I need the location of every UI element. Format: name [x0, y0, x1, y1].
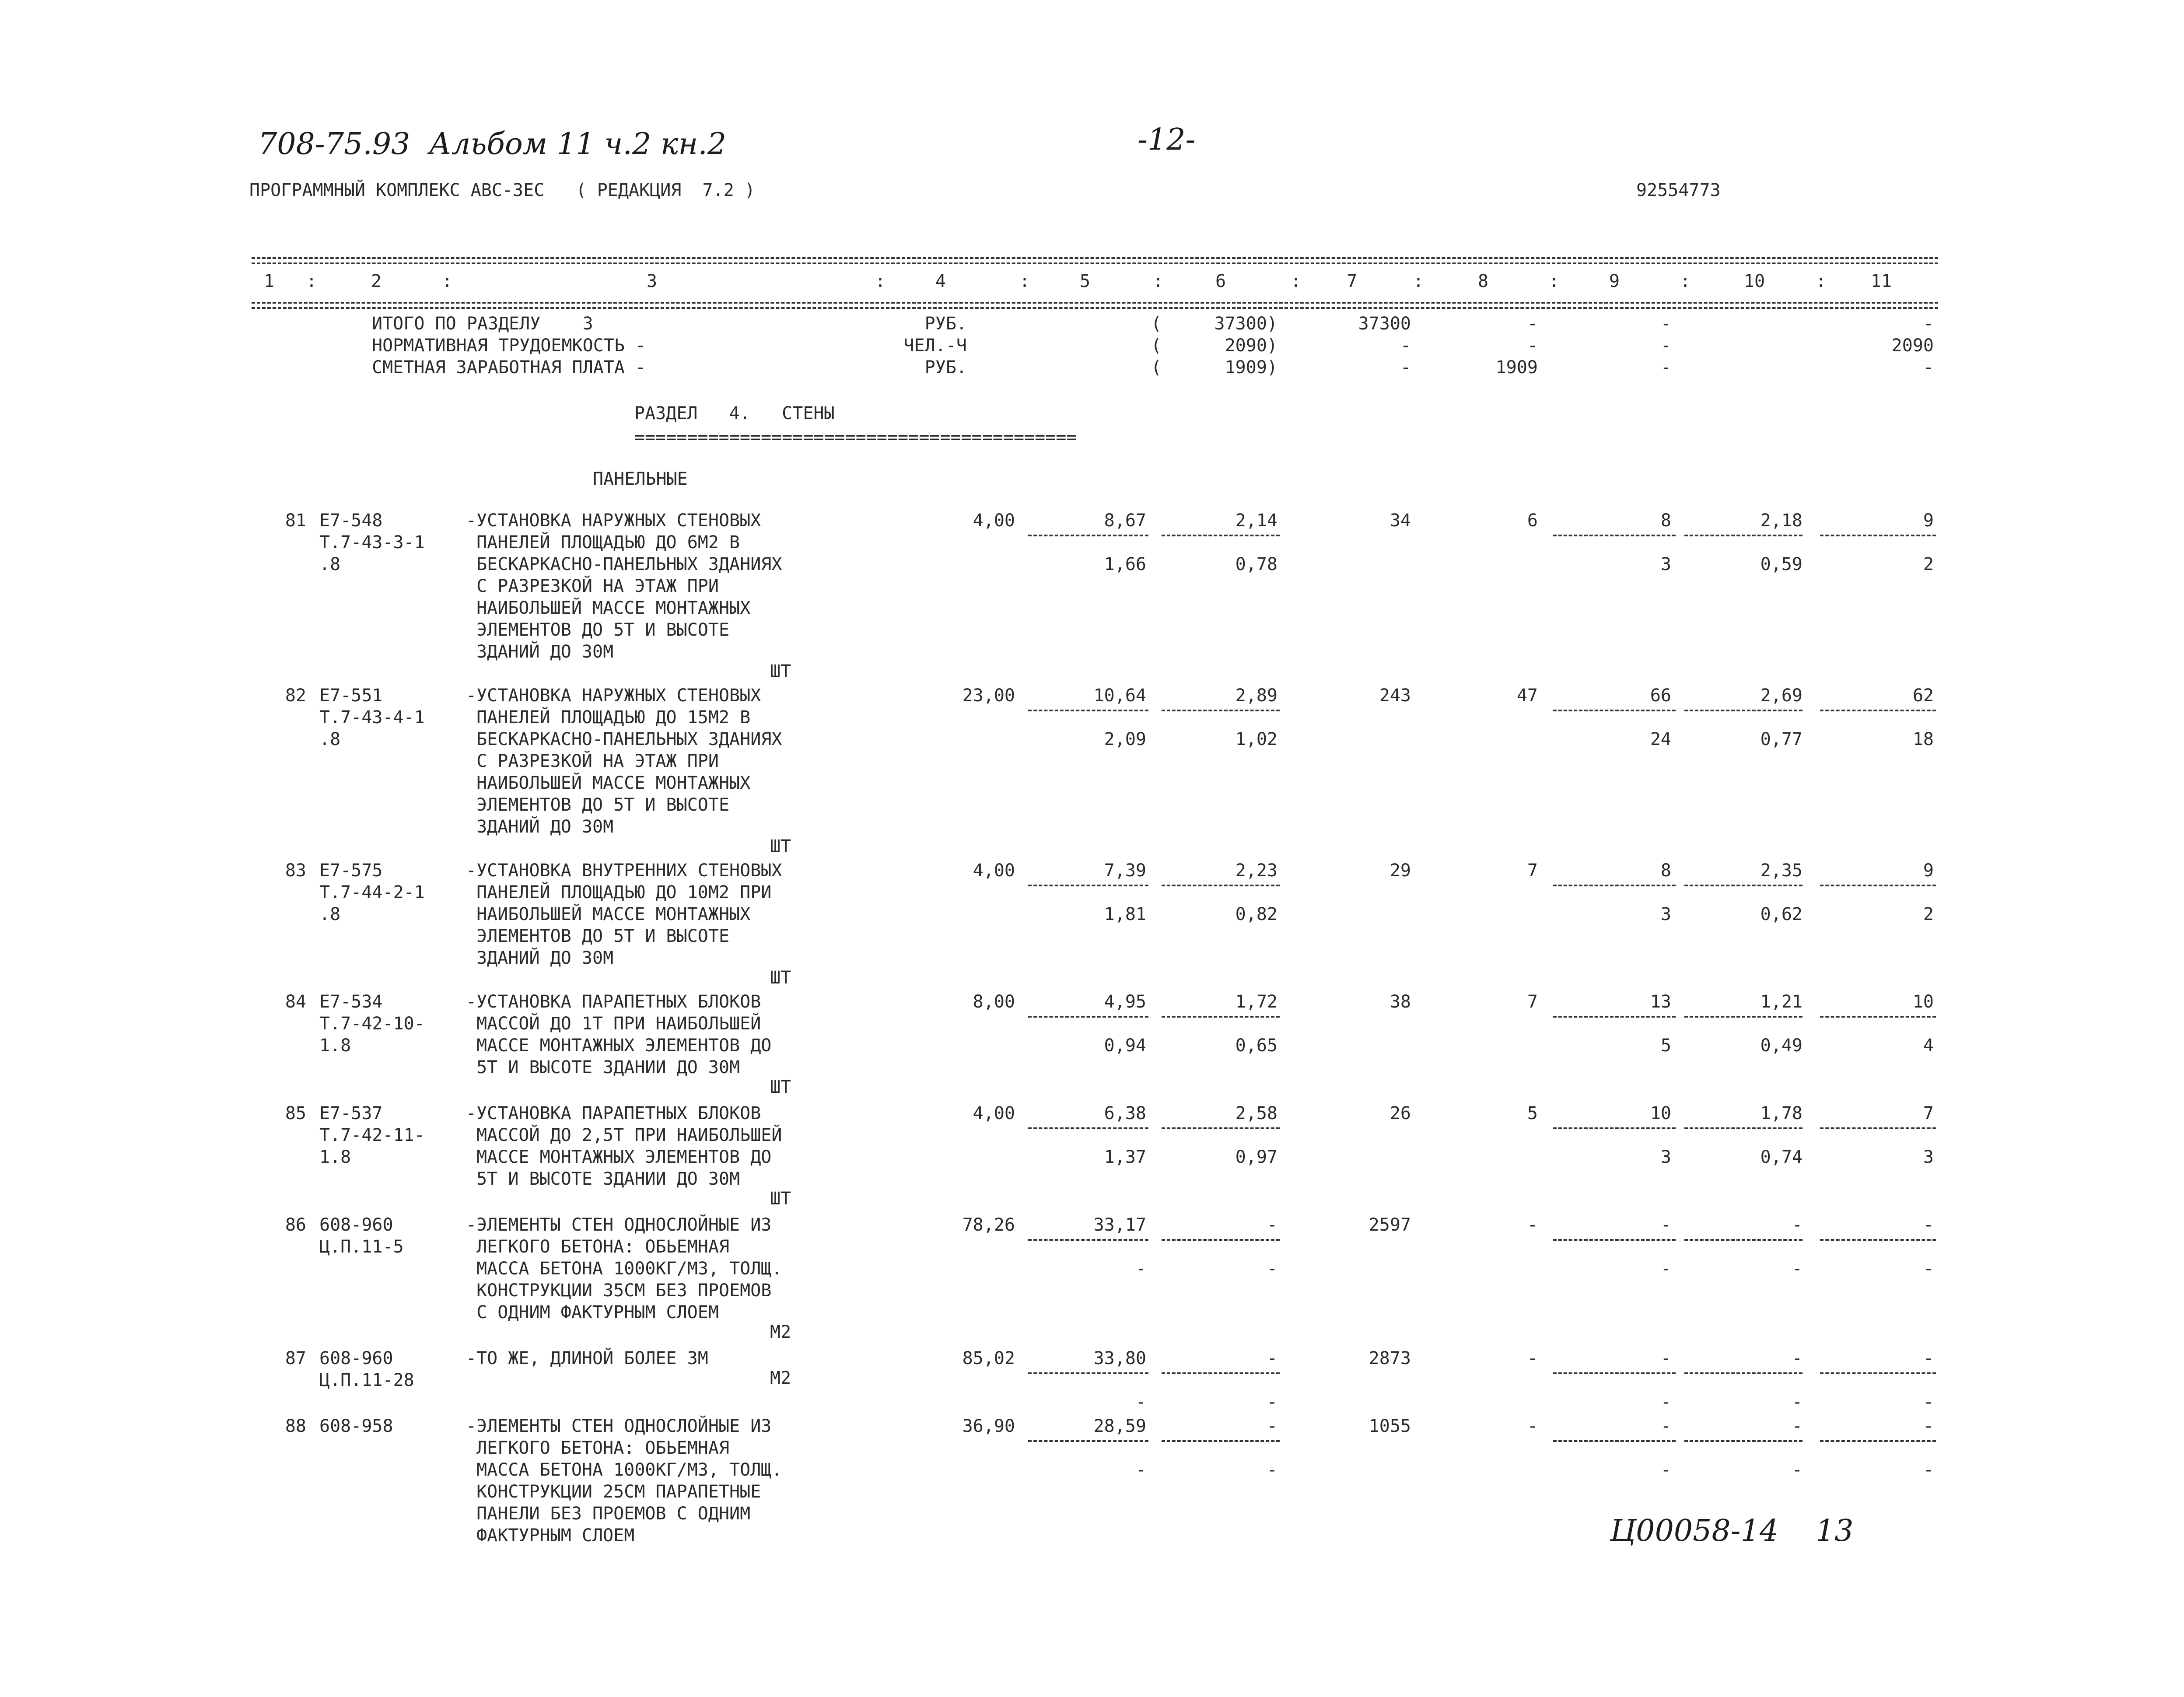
- value-c5b: 1,37: [1104, 1147, 1146, 1167]
- item-description: НАИБОЛЬШЕЙ МАССЕ МОНТАЖНЫХ: [466, 773, 751, 793]
- value-c10: -: [1792, 1215, 1802, 1235]
- column-separator: :: [1019, 271, 1030, 291]
- summary-col8: -: [1527, 336, 1538, 356]
- value-c6: 2,14: [1235, 511, 1278, 531]
- value-c11: 9: [1923, 861, 1934, 881]
- item-code: .8: [319, 554, 341, 574]
- value-c11: -: [1923, 1215, 1934, 1235]
- value-c10b: -: [1792, 1259, 1802, 1279]
- value-c10b: 0,77: [1760, 729, 1802, 749]
- fraction-rule: [1162, 1372, 1280, 1374]
- value-c4: 4,00: [973, 861, 1015, 881]
- value-c5: 28,59: [1093, 1416, 1146, 1436]
- item-code: 608-960: [319, 1348, 393, 1368]
- value-c9b: 3: [1660, 554, 1671, 574]
- summary-col7: 37300: [1358, 314, 1411, 334]
- fraction-rule: [1028, 1127, 1148, 1129]
- summary-unit: РУБ.: [924, 357, 967, 378]
- value-c9: 8: [1660, 861, 1671, 881]
- item-description: КОНСТРУКЦИИ 25СМ ПАРАПЕТНЫЕ: [466, 1482, 761, 1502]
- value-c5: 8,67: [1104, 511, 1146, 531]
- summary-col7: -: [1400, 336, 1411, 356]
- fraction-rule: [1028, 1372, 1148, 1374]
- fraction-rule: [1820, 1440, 1936, 1442]
- item-description: -ЭЛЕМЕНТЫ СТЕН ОДНОСЛОЙНЫЕ ИЗ: [466, 1416, 772, 1436]
- value-c8: 5: [1527, 1103, 1538, 1123]
- value-c11b: -: [1923, 1259, 1934, 1279]
- value-c9: -: [1660, 1416, 1671, 1436]
- program-header: ПРОГРАММНЫЙ КОМПЛЕКС АВС-3ЕС ( РЕДАКЦИЯ 7.2 ): [249, 180, 755, 200]
- value-c9b: -: [1660, 1392, 1671, 1412]
- value-c9: 66: [1650, 686, 1671, 706]
- item-description: -ЭЛЕМЕНТЫ СТЕН ОДНОСЛОЙНЫЕ ИЗ: [466, 1215, 772, 1235]
- fraction-rule: [1684, 1372, 1802, 1374]
- column-number: 1: [263, 271, 275, 291]
- item-description: БЕСКАРКАСНО-ПАНЕЛЬНЫХ ЗДАНИЯХ: [466, 554, 782, 574]
- value-c5b: 1,66: [1104, 554, 1146, 574]
- value-c6b: -: [1267, 1392, 1278, 1412]
- value-c7: 29: [1390, 861, 1411, 881]
- value-c11: 10: [1912, 992, 1934, 1012]
- item-description: ЗДАНИЙ ДО 30М: [466, 817, 614, 837]
- column-separator: :: [1680, 271, 1691, 291]
- item-code: Е7-548: [319, 511, 383, 531]
- item-code: Т.7-43-4-1: [319, 707, 425, 728]
- value-c10b: 0,49: [1760, 1036, 1802, 1056]
- item-description: НАИБОЛЬШЕЙ МАССЕ МОНТАЖНЫХ: [466, 904, 751, 924]
- item-description: -УСТАНОВКА ПАРАПЕТНЫХ БЛОКОВ: [466, 992, 761, 1012]
- value-c6b: 0,82: [1235, 904, 1278, 924]
- value-c11: 62: [1912, 686, 1934, 706]
- value-c11b: 4: [1923, 1036, 1934, 1056]
- value-c10b: -: [1792, 1460, 1802, 1480]
- column-separator: :: [1291, 271, 1302, 291]
- value-c10b: 0,59: [1760, 554, 1802, 574]
- document-code: 92554773: [1636, 180, 1721, 200]
- fraction-rule: [1820, 710, 1936, 711]
- value-c6b: -: [1267, 1460, 1278, 1480]
- value-c10: -: [1792, 1348, 1802, 1368]
- fraction-rule: [1028, 1016, 1148, 1018]
- summary-label: НОРМАТИВНАЯ ТРУДОЕМКОСТЬ -: [372, 336, 646, 356]
- table-header-bottom-rule-1: [252, 302, 1938, 304]
- item-description: ЗДАНИЙ ДО 30М: [466, 948, 614, 968]
- value-c7: 26: [1390, 1103, 1411, 1123]
- value-c5: 7,39: [1104, 861, 1146, 881]
- item-description: ЭЛЕМЕНТОВ ДО 5Т И ВЫСОТЕ: [466, 795, 730, 815]
- value-c11: 7: [1923, 1103, 1934, 1123]
- item-unit: ШТ: [770, 968, 791, 988]
- column-number: 3: [646, 271, 658, 291]
- value-c10b: 0,74: [1760, 1147, 1802, 1167]
- item-description: МАССОЙ ДО 2,5Т ПРИ НАИБОЛЬШЕЙ: [466, 1125, 782, 1145]
- fraction-rule: [1820, 535, 1936, 536]
- item-description: С ОДНИМ ФАКТУРНЫМ СЛОЕМ: [466, 1302, 719, 1323]
- value-c8: 47: [1516, 686, 1538, 706]
- item-code: Ц.П.11-5: [319, 1237, 404, 1257]
- fraction-rule: [1028, 1239, 1148, 1241]
- item-description: -УСТАНОВКА НАРУЖНЫХ СТЕНОВЫХ: [466, 686, 761, 706]
- fraction-rule: [1684, 1127, 1802, 1129]
- table-header-bottom-rule-2: [252, 307, 1938, 309]
- column-number: 4: [935, 271, 946, 291]
- value-c5b: 1,81: [1104, 904, 1146, 924]
- item-description: ЭЛЕМЕНТОВ ДО 5Т И ВЫСОТЕ: [466, 620, 730, 640]
- column-number: 10: [1743, 271, 1765, 291]
- summary-col11: 2090: [1891, 336, 1934, 356]
- value-c5b: 0,94: [1104, 1036, 1146, 1056]
- summary-col9: -: [1660, 357, 1671, 378]
- item-code: Т.7-42-10-: [319, 1014, 425, 1034]
- handwritten-footer-page: 13: [1816, 1514, 1854, 1548]
- value-c8: -: [1527, 1215, 1538, 1235]
- value-c8: -: [1527, 1416, 1538, 1436]
- fraction-rule: [1028, 535, 1148, 536]
- value-c5: 33,17: [1093, 1215, 1146, 1235]
- value-c9b: 5: [1660, 1036, 1671, 1056]
- fraction-rule: [1553, 1372, 1676, 1374]
- item-description: -УСТАНОВКА ВНУТРЕННИХ СТЕНОВЫХ: [466, 861, 782, 881]
- summary-col11: -: [1923, 314, 1934, 334]
- value-c8: 7: [1527, 992, 1538, 1012]
- value-c5: 4,95: [1104, 992, 1146, 1012]
- value-c9b: 3: [1660, 904, 1671, 924]
- value-c7: 2597: [1368, 1215, 1411, 1235]
- table-top-rule-1: [252, 257, 1938, 259]
- section-underline: ==========================================: [634, 427, 1077, 448]
- value-c8: 6: [1527, 511, 1538, 531]
- item-description: С РАЗРЕЗКОЙ НА ЭТАЖ ПРИ: [466, 576, 719, 596]
- fraction-rule: [1553, 1440, 1676, 1442]
- summary-col11: -: [1923, 357, 1934, 378]
- section-subtitle: ПАНЕЛЬНЫЕ: [593, 469, 688, 489]
- item-description: МАССЕ МОНТАЖНЫХ ЭЛЕМЕНТОВ ДО: [466, 1147, 772, 1167]
- item-code: .8: [319, 729, 341, 749]
- fraction-rule: [1684, 1440, 1802, 1442]
- fraction-rule: [1028, 885, 1148, 886]
- summary-col6: ( 1909): [1151, 357, 1278, 378]
- value-c5: 10,64: [1093, 686, 1146, 706]
- column-separator: :: [1816, 271, 1827, 291]
- item-description: ПАНЕЛЕЙ ПЛОЩАДЬЮ ДО 10М2 ПРИ: [466, 882, 772, 903]
- value-c5b: -: [1135, 1392, 1146, 1412]
- value-c6: -: [1267, 1348, 1278, 1368]
- value-c6: 2,89: [1235, 686, 1278, 706]
- item-number: 88: [285, 1416, 306, 1436]
- value-c10: 1,21: [1760, 992, 1802, 1012]
- value-c6: 1,72: [1235, 992, 1278, 1012]
- item-description: ПАНЕЛЕЙ ПЛОЩАДЬЮ ДО 15М2 В: [466, 707, 751, 728]
- column-number: 5: [1079, 271, 1091, 291]
- summary-label: ИТОГО ПО РАЗДЕЛУ 3: [372, 314, 593, 334]
- item-code: Е7-551: [319, 686, 383, 706]
- item-code: 1.8: [319, 1036, 351, 1056]
- value-c9b: -: [1660, 1259, 1671, 1279]
- column-number: 11: [1870, 271, 1892, 291]
- item-description: МАССОЙ ДО 1Т ПРИ НАИБОЛЬШЕЙ: [466, 1014, 761, 1034]
- fraction-rule: [1162, 1440, 1280, 1442]
- value-c4: 85,02: [962, 1348, 1015, 1368]
- value-c7: 34: [1390, 511, 1411, 531]
- item-description: НАИБОЛЬШЕЙ МАССЕ МОНТАЖНЫХ: [466, 598, 751, 618]
- value-c5b: 2,09: [1104, 729, 1146, 749]
- item-description: -УСТАНОВКА ПАРАПЕТНЫХ БЛОКОВ: [466, 1103, 761, 1123]
- item-description: -УСТАНОВКА НАРУЖНЫХ СТЕНОВЫХ: [466, 511, 761, 531]
- item-code: Е7-534: [319, 992, 383, 1012]
- value-c10: 2,69: [1760, 686, 1802, 706]
- item-code: Ц.П.11-28: [319, 1370, 414, 1390]
- value-c11b: -: [1923, 1392, 1934, 1412]
- value-c10: 2,35: [1760, 861, 1802, 881]
- value-c7: 38: [1390, 992, 1411, 1012]
- summary-col9: -: [1660, 336, 1671, 356]
- value-c6: -: [1267, 1215, 1278, 1235]
- value-c6b: 0,65: [1235, 1036, 1278, 1056]
- column-separator: :: [1153, 271, 1164, 291]
- fraction-rule: [1553, 885, 1676, 886]
- value-c9: 13: [1650, 992, 1671, 1012]
- item-description: ФАКТУРНЫМ СЛОЕМ: [466, 1526, 635, 1546]
- item-number: 81: [285, 511, 306, 531]
- value-c6b: 1,02: [1235, 729, 1278, 749]
- summary-unit: ЧЕЛ.-Ч: [903, 336, 967, 356]
- fraction-rule: [1684, 535, 1802, 536]
- fraction-rule: [1553, 1239, 1676, 1241]
- item-code: 608-960: [319, 1215, 393, 1235]
- fraction-rule: [1553, 710, 1676, 711]
- value-c9: 8: [1660, 511, 1671, 531]
- item-description: ЛЕГКОГО БЕТОНА: ОБЬЕМНАЯ: [466, 1438, 730, 1458]
- value-c4: 23,00: [962, 686, 1015, 706]
- column-separator: :: [875, 271, 886, 291]
- summary-col9: -: [1660, 314, 1671, 334]
- value-c4: 8,00: [973, 992, 1015, 1012]
- item-description: МАССА БЕТОНА 1000КГ/М3, ТОЛЩ.: [466, 1460, 782, 1480]
- fraction-rule: [1684, 710, 1802, 711]
- value-c5b: -: [1135, 1460, 1146, 1480]
- item-description: МАССЕ МОНТАЖНЫХ ЭЛЕМЕНТОВ ДО: [466, 1036, 772, 1056]
- value-c11b: 2: [1923, 554, 1934, 574]
- summary-col8: -: [1527, 314, 1538, 334]
- fraction-rule: [1162, 1127, 1280, 1129]
- item-unit: ШТ: [770, 836, 791, 857]
- item-unit: ШТ: [770, 1189, 791, 1209]
- item-number: 85: [285, 1103, 306, 1123]
- value-c11b: 18: [1912, 729, 1934, 749]
- summary-col8: 1909: [1495, 357, 1538, 378]
- item-code: 608-958: [319, 1416, 393, 1436]
- value-c9: -: [1660, 1348, 1671, 1368]
- value-c9b: -: [1660, 1460, 1671, 1480]
- summary-col7: -: [1400, 357, 1411, 378]
- item-code: Е7-575: [319, 861, 383, 881]
- fraction-rule: [1820, 885, 1936, 886]
- fraction-rule: [1820, 1239, 1936, 1241]
- item-code: Т.7-43-3-1: [319, 532, 425, 553]
- column-number: 7: [1346, 271, 1358, 291]
- item-description: 5Т И ВЫСОТЕ ЗДАНИИ ДО 30М: [466, 1057, 740, 1078]
- item-description: БЕСКАРКАСНО-ПАНЕЛЬНЫХ ЗДАНИЯХ: [466, 729, 782, 749]
- value-c6: 2,58: [1235, 1103, 1278, 1123]
- fraction-rule: [1820, 1372, 1936, 1374]
- value-c6: -: [1267, 1416, 1278, 1436]
- column-separator: :: [1549, 271, 1560, 291]
- handwritten-album-ref: 708-75.93 Альбом 11 ч.2 кн.2: [258, 127, 727, 161]
- item-description: 5Т И ВЫСОТЕ ЗДАНИИ ДО 30М: [466, 1169, 740, 1189]
- handwritten-footer-code: Ц00058-14: [1610, 1514, 1779, 1548]
- fraction-rule: [1820, 1127, 1936, 1129]
- value-c7: 243: [1379, 686, 1411, 706]
- handwritten-page-number: -12-: [1138, 122, 1196, 157]
- value-c11: -: [1923, 1416, 1934, 1436]
- value-c6b: -: [1267, 1259, 1278, 1279]
- item-code: .8: [319, 904, 341, 924]
- value-c9: -: [1660, 1215, 1671, 1235]
- value-c11: -: [1923, 1348, 1934, 1368]
- value-c11: 9: [1923, 511, 1934, 531]
- value-c10: 2,18: [1760, 511, 1802, 531]
- fraction-rule: [1553, 535, 1676, 536]
- item-description: КОНСТРУКЦИИ 35СМ БЕЗ ПРОЕМОВ: [466, 1281, 772, 1301]
- summary-col6: ( 37300): [1151, 314, 1278, 334]
- value-c10: 1,78: [1760, 1103, 1802, 1123]
- item-code: Т.7-42-11-: [319, 1125, 425, 1145]
- value-c7: 2873: [1368, 1348, 1411, 1368]
- item-unit: ШТ: [770, 661, 791, 682]
- table-top-rule-2: [252, 262, 1938, 264]
- item-number: 84: [285, 992, 306, 1012]
- item-unit: ШТ: [770, 1077, 791, 1097]
- summary-unit: РУБ.: [924, 314, 967, 334]
- value-c5: 33,80: [1093, 1348, 1146, 1368]
- item-description: ПАНЕЛИ БЕЗ ПРОЕМОВ С ОДНИМ: [466, 1504, 751, 1524]
- value-c8: -: [1527, 1348, 1538, 1368]
- fraction-rule: [1684, 885, 1802, 886]
- fraction-rule: [1162, 1016, 1280, 1018]
- fraction-rule: [1820, 1016, 1936, 1018]
- fraction-rule: [1162, 535, 1280, 536]
- value-c4: 4,00: [973, 1103, 1015, 1123]
- column-separator: :: [1413, 271, 1424, 291]
- item-unit: М2: [770, 1368, 791, 1388]
- item-description: ЗДАНИЙ ДО 30М: [466, 642, 614, 662]
- item-description: ЛЕГКОГО БЕТОНА: ОБЬЕМНАЯ: [466, 1237, 730, 1257]
- fraction-rule: [1684, 1016, 1802, 1018]
- item-number: 87: [285, 1348, 306, 1368]
- item-code: Е7-537: [319, 1103, 383, 1123]
- column-number: 8: [1477, 271, 1489, 291]
- item-number: 83: [285, 861, 306, 881]
- value-c7: 1055: [1368, 1416, 1411, 1436]
- value-c11b: 3: [1923, 1147, 1934, 1167]
- value-c5b: -: [1135, 1259, 1146, 1279]
- value-c9: 10: [1650, 1103, 1671, 1123]
- column-separator: :: [306, 271, 317, 291]
- value-c6b: 0,97: [1235, 1147, 1278, 1167]
- column-separator: :: [442, 271, 453, 291]
- value-c10b: 0,62: [1760, 904, 1802, 924]
- item-description: -ТО ЖЕ, ДЛИНОЙ БОЛЕЕ 3М: [466, 1348, 708, 1368]
- value-c5: 6,38: [1104, 1103, 1146, 1123]
- value-c4: 78,26: [962, 1215, 1015, 1235]
- item-description: МАССА БЕТОНА 1000КГ/М3, ТОЛЩ.: [466, 1259, 782, 1279]
- item-description: ПАНЕЛЕЙ ПЛОЩАДЬЮ ДО 6М2 В: [466, 532, 740, 553]
- value-c6: 2,23: [1235, 861, 1278, 881]
- fraction-rule: [1028, 1440, 1148, 1442]
- item-number: 82: [285, 686, 306, 706]
- value-c4: 36,90: [962, 1416, 1015, 1436]
- fraction-rule: [1684, 1239, 1802, 1241]
- item-unit: М2: [770, 1322, 791, 1342]
- column-number: 6: [1215, 271, 1226, 291]
- value-c6b: 0,78: [1235, 554, 1278, 574]
- fraction-rule: [1162, 1239, 1280, 1241]
- item-description: С РАЗРЕЗКОЙ НА ЭТАЖ ПРИ: [466, 751, 719, 771]
- fraction-rule: [1162, 885, 1280, 886]
- summary-label: СМЕТНАЯ ЗАРАБОТНАЯ ПЛАТА -: [372, 357, 646, 378]
- summary-col6: ( 2090): [1151, 336, 1278, 356]
- value-c11b: 2: [1923, 904, 1934, 924]
- column-number: 2: [371, 271, 382, 291]
- item-number: 86: [285, 1215, 306, 1235]
- item-code: Т.7-44-2-1: [319, 882, 425, 903]
- value-c10b: -: [1792, 1392, 1802, 1412]
- value-c8: 7: [1527, 861, 1538, 881]
- section-title: РАЗДЕЛ 4. СТЕНЫ: [634, 403, 835, 423]
- fraction-rule: [1553, 1016, 1676, 1018]
- fraction-rule: [1162, 710, 1280, 711]
- value-c4: 4,00: [973, 511, 1015, 531]
- value-c10: -: [1792, 1416, 1802, 1436]
- fraction-rule: [1553, 1127, 1676, 1129]
- value-c9b: 24: [1650, 729, 1671, 749]
- item-description: ЭЛЕМЕНТОВ ДО 5Т И ВЫСОТЕ: [466, 926, 730, 946]
- item-code: 1.8: [319, 1147, 351, 1167]
- fraction-rule: [1028, 710, 1148, 711]
- value-c11b: -: [1923, 1460, 1934, 1480]
- column-number: 9: [1609, 271, 1620, 291]
- value-c9b: 3: [1660, 1147, 1671, 1167]
